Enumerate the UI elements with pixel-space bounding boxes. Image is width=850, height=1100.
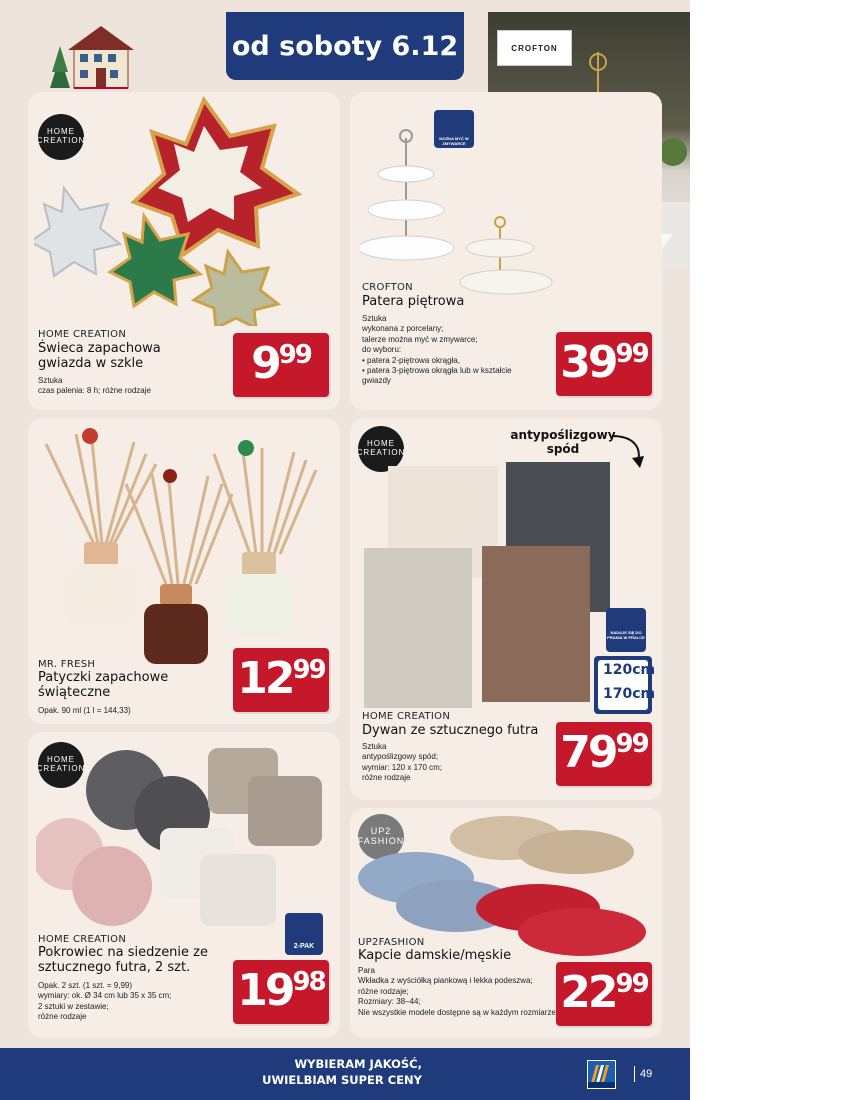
price-tag (233, 648, 329, 712)
description-line: 2 sztuki w zestawie; (38, 1001, 109, 1011)
description-line: Para (358, 966, 375, 975)
product-brand: MR. FRESH (38, 659, 96, 670)
size-width: 120cm (603, 662, 656, 678)
description-line: wymiar: 120 x 170 cm; (362, 762, 443, 772)
description-line: wykonana z porcelany; (362, 324, 444, 334)
description-line: Nie wszystkie modele dostępne są w każdym rozmiarze (358, 1007, 556, 1017)
seat-cover-illustration (36, 742, 332, 932)
product-description (362, 742, 442, 784)
up2fashion-logo: UP2 FASHION (358, 814, 404, 860)
size-badge (594, 656, 656, 714)
product-description (38, 706, 131, 716)
description-line: czas palenia: 8 h; różne rodzaje (38, 386, 151, 396)
home-creation-logo: HOME CREATION (358, 426, 404, 472)
description-line: • patera 3-piętrowa okrągła lub w kształcie (362, 365, 512, 375)
description-line: Wkładka z wyściółką piankową i lekka podeszwa; (358, 976, 533, 986)
product-brand: HOME CREATION (38, 934, 127, 945)
product-name: Dywan ze sztucznego futra (362, 723, 539, 738)
slippers-illustration (356, 808, 656, 958)
product-brand: HOME CREATION (362, 711, 451, 722)
price-tag (233, 333, 329, 397)
washing-machine-badge (606, 608, 646, 652)
description-line: • patera 2-piętrowa okrągła, (362, 355, 460, 365)
description-line: Opak. 90 ml (1 l = 144,33) (38, 706, 131, 715)
anti-slip-callout: antypoślizgowy spód (510, 428, 616, 457)
badge-text: NADAJE SIĘ DO PRANIA W PRALCE (607, 630, 645, 640)
rug-illustration (362, 460, 612, 710)
description-line: Sztuka (362, 314, 387, 323)
description-line: różne rodzaje (38, 1012, 87, 1022)
aldi-logo (585, 1058, 618, 1091)
price-cents: 98 (292, 967, 325, 997)
description-line: gwiazdy (362, 376, 391, 386)
slogan-line: UWIELBIAM SUPER CENY (262, 1072, 422, 1087)
price-cents: 99 (278, 340, 311, 370)
product-description (362, 314, 550, 387)
product-name: Świeca zapachowa gwiazda w szkle (38, 341, 161, 371)
product-name: Patera piętrowa (362, 294, 465, 309)
price-main: 9 (251, 338, 279, 389)
description-line: do wyboru: (362, 345, 402, 355)
description-line: wymiary: ok. Ø 34 cm lub 35 x 35 cm; (38, 991, 172, 1001)
aldi-logo-mark (588, 1061, 615, 1088)
price-cents: 99 (615, 729, 648, 759)
badge-text: MOŻNA MYĆ W ZMYWARCE (439, 136, 469, 146)
price-main: 22 (560, 967, 616, 1018)
slogan-line: WYBIERAM JAKOŚĆ, (294, 1057, 422, 1071)
price-tag (556, 722, 652, 786)
price-tag (233, 960, 329, 1024)
price-cents: 99 (615, 339, 648, 369)
description-line: Sztuka (362, 742, 387, 751)
christmas-house-illustration (44, 18, 134, 90)
price-tag (556, 332, 652, 396)
candle-illustration (34, 96, 334, 326)
product-brand: UP2FASHION (358, 937, 425, 948)
2-pack-badge (285, 913, 323, 955)
description-line: Opak. 2 szt. (1 szt. = 9,99) (38, 981, 133, 990)
size-height: 170cm (603, 686, 656, 702)
product-name: Patyczki zapachowe świąteczne (38, 670, 169, 700)
product-brand: HOME CREATION (38, 329, 127, 340)
price-main: 19 (237, 965, 293, 1016)
crofton-logo: CROFTON (497, 30, 572, 66)
price-cents: 99 (292, 655, 325, 685)
price-main: 79 (560, 727, 616, 778)
home-creation-logo: HOME CREATION (38, 114, 84, 160)
description-line: Sztuka (38, 376, 63, 385)
arrow-icon (608, 430, 648, 470)
cake-stand-product-illustration (360, 126, 560, 298)
price-tag (556, 962, 652, 1026)
description-line: talerze można myć w zmywarce; (362, 334, 478, 344)
date-banner: od soboty 6.12 (226, 12, 464, 80)
price-cents: 99 (615, 969, 648, 999)
badge-text: 2-PAK (293, 943, 315, 950)
footer-slogan (262, 1057, 422, 1088)
product-description (358, 966, 558, 1018)
description-line: różne rodzaje; (358, 986, 409, 996)
home-creation-logo: HOME CREATION (38, 742, 84, 788)
product-brand: CROFTON (362, 282, 413, 293)
page-number: 49 (640, 1068, 653, 1080)
product-name: Kapcie damskie/męskie (358, 948, 512, 963)
description-line: antypoślizgowy spód; (362, 752, 439, 762)
product-description (38, 376, 218, 397)
price-main: 12 (237, 653, 293, 704)
price-main: 39 (560, 337, 616, 388)
description-line: różne rodzaje (362, 773, 411, 783)
diffuser-illustration (36, 424, 326, 664)
description-line: Rozmiary: 38–44; (358, 997, 421, 1007)
product-name: Pokrowiec na siedzenie ze sztucznego futra, 2 szt. (38, 945, 208, 975)
product-description (38, 981, 228, 1023)
